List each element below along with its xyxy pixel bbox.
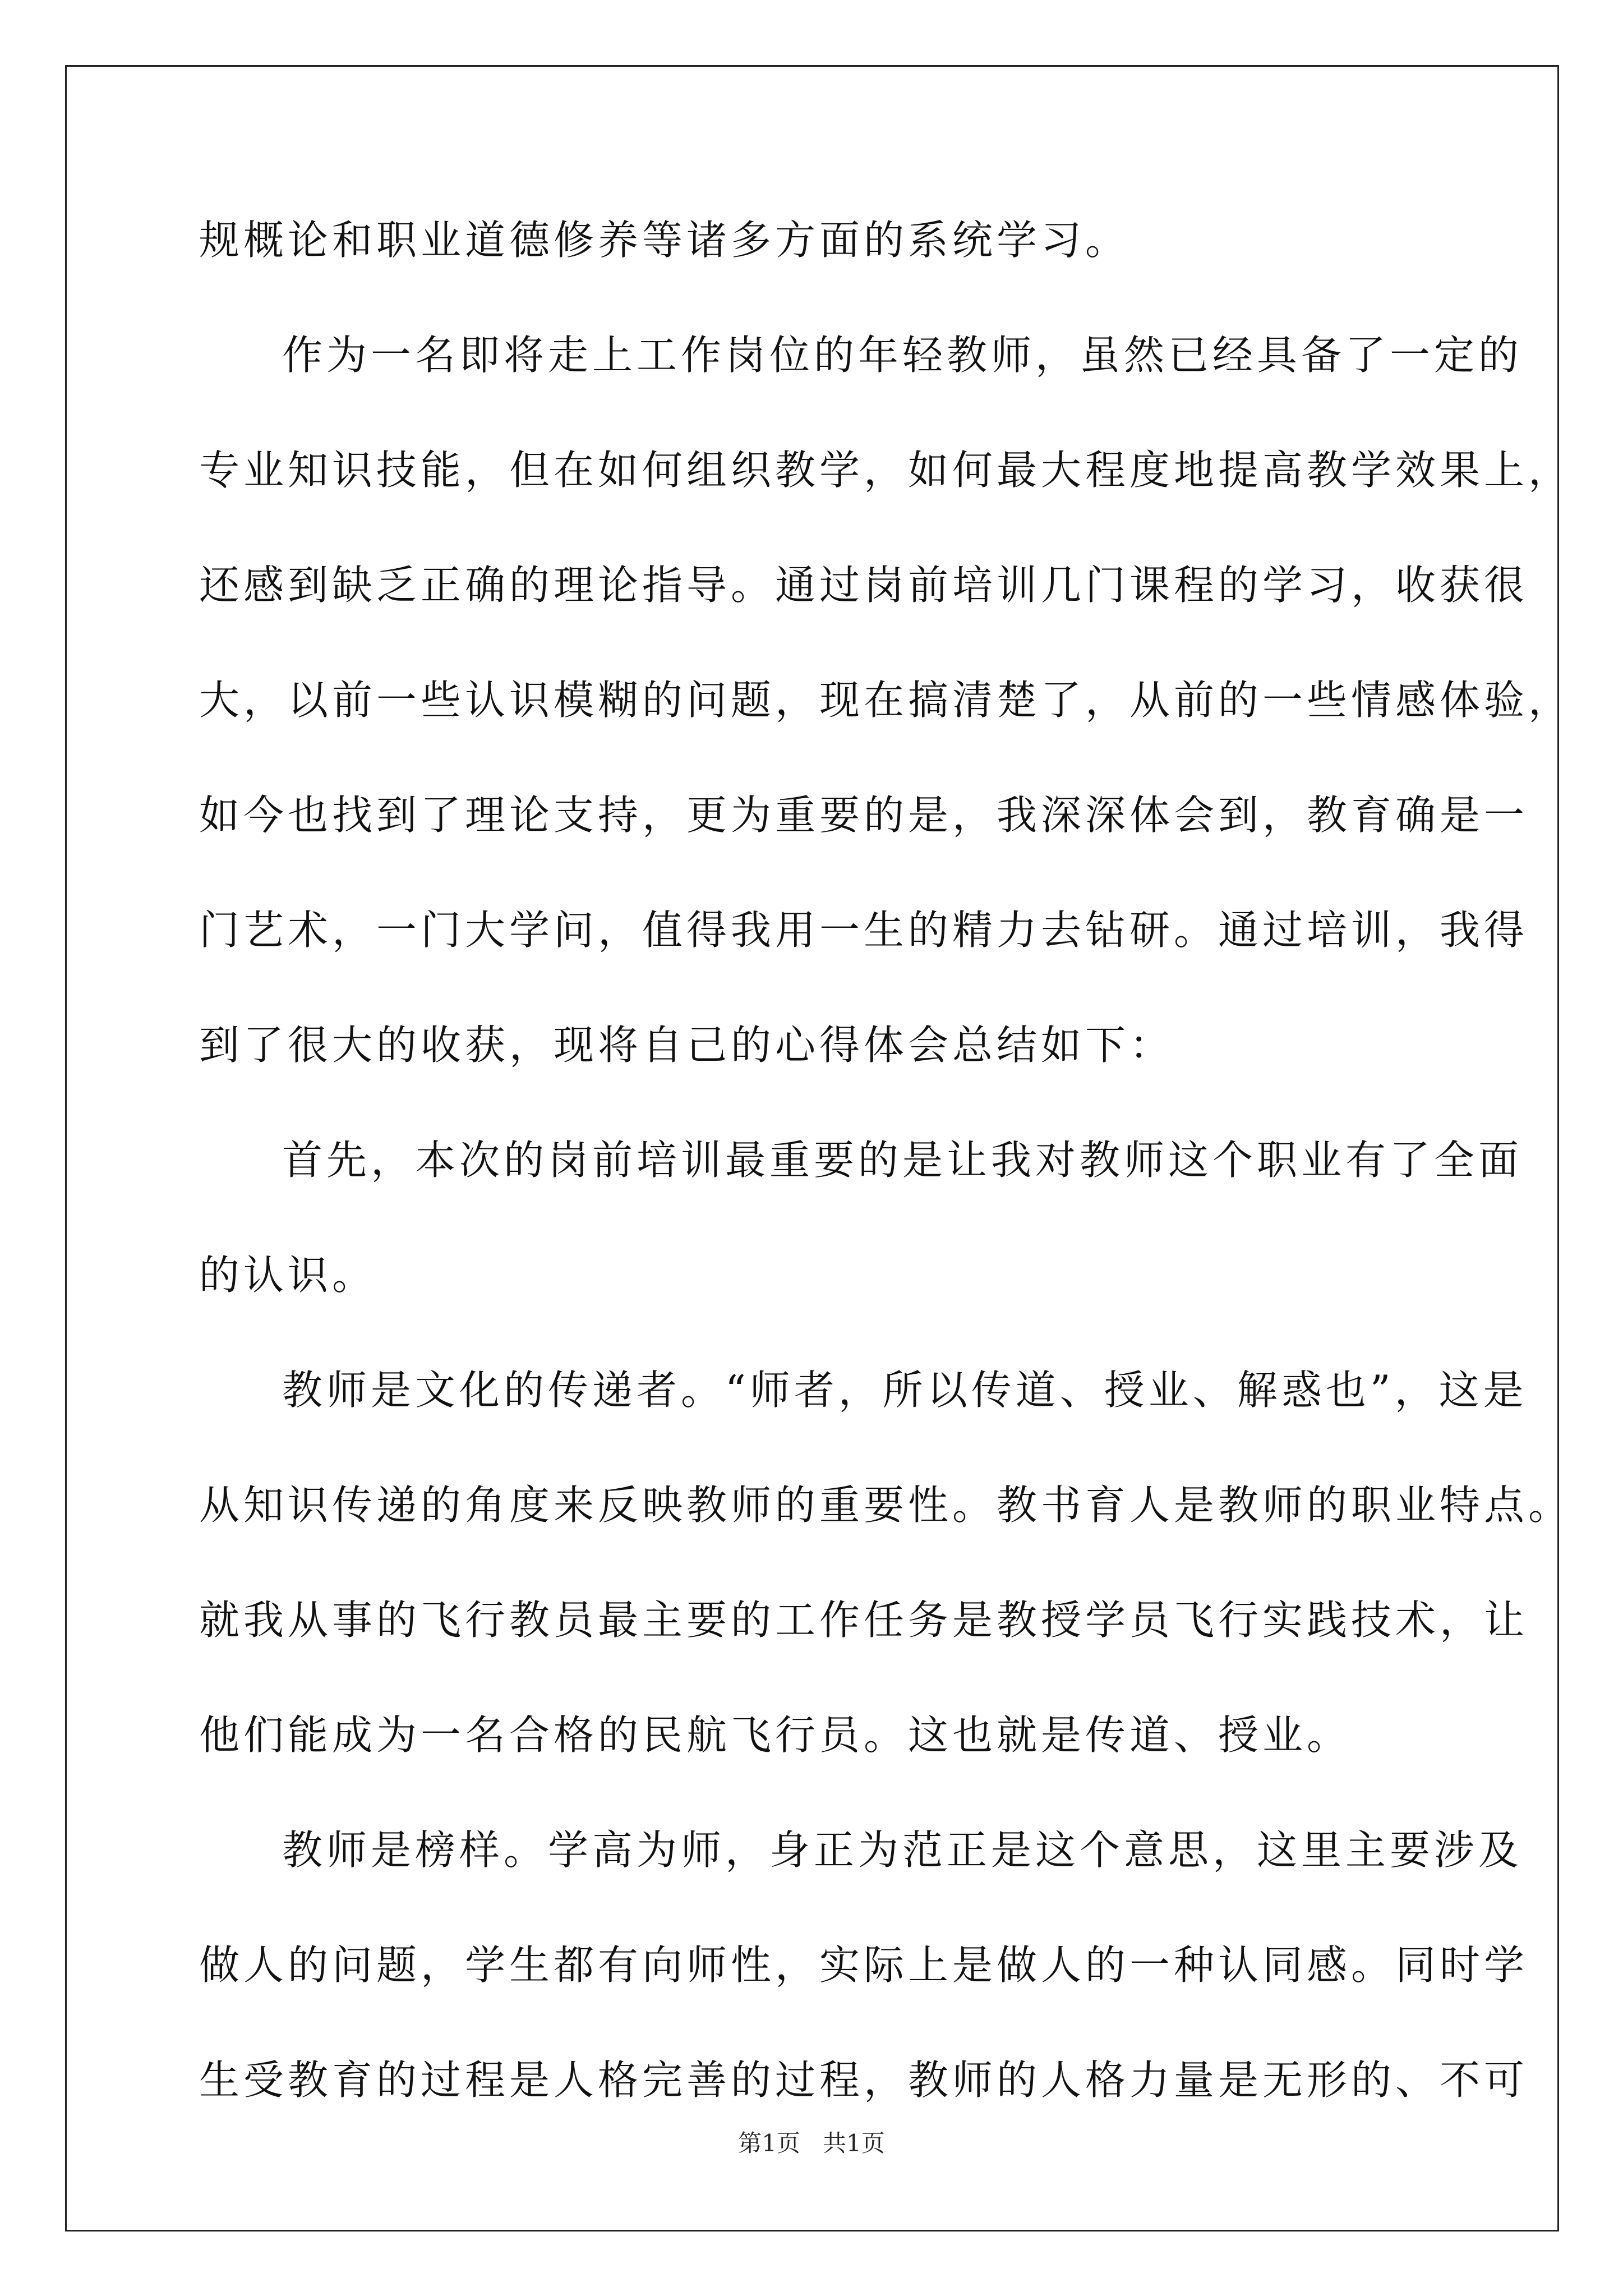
page-number: 第1页 [738, 2129, 800, 2157]
text-line: 如今也找到了理论支持，更为重要的是，我深深体会到，教育确是一 [199, 792, 1529, 839]
text-line: 还感到缺乏正确的理论指导。通过岗前培训几门课程的学习，收获很 [199, 562, 1529, 609]
text-line: 专业知识技能，但在如何组织教学，如何最大程度地提高教学效果上， [199, 447, 1573, 494]
paragraph-first-line: 教师是文化的传递者。“师者，所以传道、授业、解惑也”，这是 [282, 1366, 1528, 1414]
text-line: 做人的问题，学生都有向师性，实际上是做人的一种认同感。同时学 [199, 1941, 1529, 1989]
text-line: 大，以前一些认识模糊的问题，现在搞清楚了，从前的一些情感体验， [199, 677, 1573, 724]
text-line: 从知识传递的角度来反映教师的重要性。教书育人是教师的职业特点。 [199, 1481, 1573, 1529]
paragraph-first-line: 作为一名即将走上工作岗位的年轻教师，虽然已经具备了一定的 [282, 332, 1523, 379]
text-line: 生受教育的过程是人格完善的过程，教师的人格力量是无形的、不可 [199, 2056, 1529, 2104]
text-line: 到了很大的收获，现将自己的心得体会总结如下： [199, 1022, 1174, 1069]
paragraph-first-line: 首先，本次的岗前培训最重要的是让我对教师这个职业有了全面 [282, 1137, 1523, 1184]
text-line: 门艺术，一门大学问，值得我用一生的精力去钻研。通过培训，我得 [199, 907, 1529, 954]
text-line: 的认识。 [199, 1251, 377, 1299]
text-line: 就我从事的飞行教员最主要的工作任务是教授学员飞行实践技术，让 [199, 1596, 1529, 1644]
text-line: 他们能成为一名合格的民航飞行员。这也就是传道、授业。 [199, 1711, 1352, 1759]
paragraph-first-line: 教师是榜样。学高为师，身正为范正是这个意思，这里主要涉及 [282, 1826, 1523, 1874]
page-total: 共1页 [823, 2129, 885, 2157]
text-line: 规概论和职业道德修养等诸多方面的系统学习。 [199, 217, 1130, 264]
page-footer [0, 2129, 1623, 2157]
